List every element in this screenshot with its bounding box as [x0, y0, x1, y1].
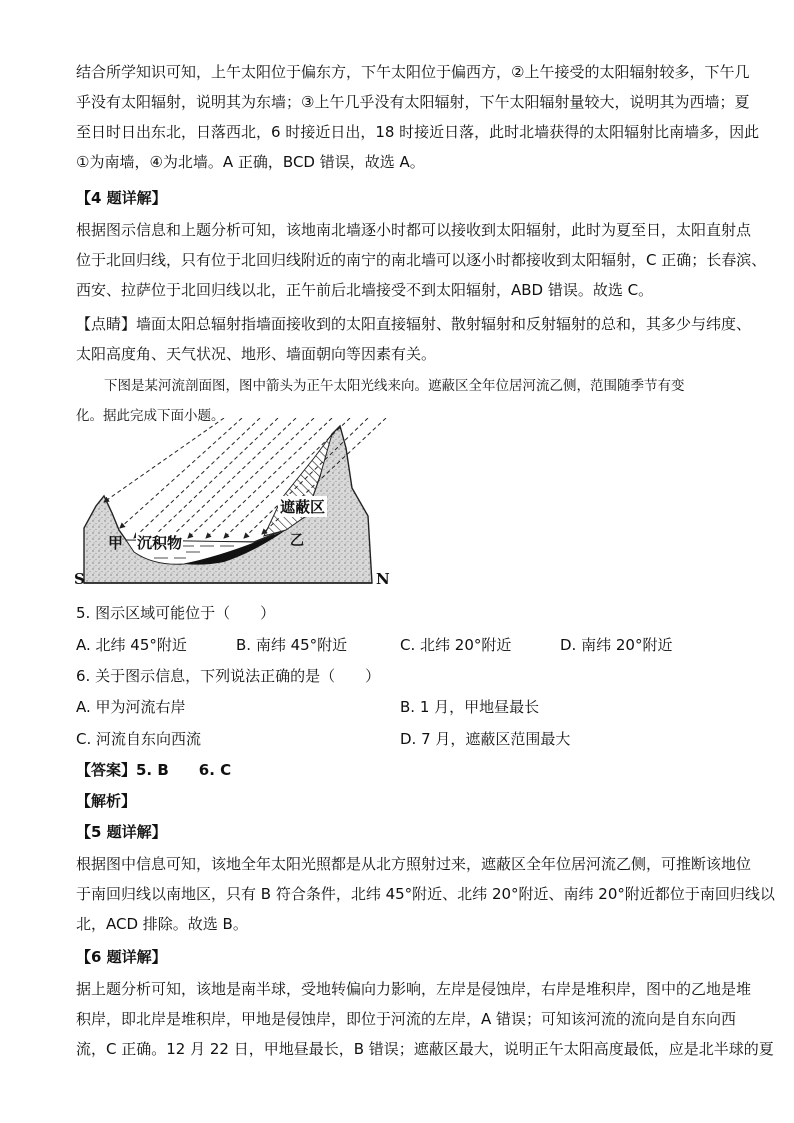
- text-line: 流，C 正确。12 月 22 日，甲地昼最长，B 错误；遮蔽区最大，说明正午太阳高度最低，应是北半球的夏: [76, 1040, 774, 1058]
- text-line: 结合所学知识可知，上午太阳位于偏东方，下午太阳位于偏西方，②上午接受的太阳辐射较多，下午几: [76, 63, 750, 81]
- text-line: ①为南墙，④为北墙。A 正确，BCD 错误，故选 A。: [76, 153, 425, 171]
- text-line: 根据图示信息和上题分析可知，该地南北墙逐小时都可以接收到太阳辐射，此时为夏至日，太阳直射点: [76, 221, 752, 239]
- text-line: 北，ACD 排除。故选 B。: [76, 915, 248, 933]
- text-line: 位于北回归线，只有位于北回归线附近的南宁的南北墙可以逐小时都接收到太阳辐射，C 正确；长春滨、: [76, 251, 767, 269]
- label-shade-zone: 遮蔽区: [280, 498, 326, 516]
- q5-option-b: B. 南纬 45°附近: [236, 636, 348, 654]
- text-line: 下图是某河流剖面图，图中箭头为正午太阳光线来向。遮蔽区全年位居河流乙侧，范围随季节有变: [104, 378, 685, 394]
- text-line: 根据图中信息可知，该地全年太阳光照都是从北方照射过来，遮蔽区全年位居河流乙侧，可推断该地位: [76, 855, 752, 873]
- q5-option-d: D. 南纬 20°附近: [560, 636, 673, 654]
- label-north: N: [376, 570, 390, 588]
- note-paragraph: [76, 309, 752, 369]
- text-line: 【点睛】墙面太阳总辐射指墙面接收到的太阳直接辐射、散射辐射和反射辐射的总和，其多少与纬度、: [76, 315, 752, 333]
- text-line: 太阳高度角、天气状况、地形、墙面朝向等因素有关。: [76, 345, 437, 363]
- text-line: 据上题分析可知，该地是南半球，受地转偏向力影响，左岸是侵蚀岸，右岸是堆积岸，图中的乙地是堆: [76, 980, 752, 998]
- q4-heading: 【4 题详解】: [76, 189, 167, 207]
- q6-option-c: C. 河流自东向西流: [76, 730, 202, 748]
- q5-option-c: C. 北纬 20°附近: [400, 636, 512, 654]
- analysis-heading: 【解析】: [76, 792, 137, 810]
- river-cross-section-figure: [74, 418, 394, 588]
- paragraph-q5-explanation: [76, 849, 775, 939]
- paragraph-q6-explanation: [76, 974, 774, 1064]
- q6-option-a: A. 甲为河流右岸: [76, 698, 186, 716]
- q6-option-d: D. 7 月，遮蔽区范围最大: [400, 730, 571, 748]
- label-sediment: 沉积物: [137, 534, 183, 552]
- text-line: 乎没有太阳辐射，说明其为东墙；③上午几乎没有太阳辐射，下午太阳辐射量较大，说明其为西墙；夏: [76, 93, 750, 111]
- label-yi: 乙: [290, 533, 304, 549]
- text-line: 至日时日出东北，日落西北，6 时接近日出，18 时接近日落，此时北墙获得的太阳辐射比南墙多，因此: [76, 123, 760, 141]
- q6-option-b: B. 1 月，甲地昼最长: [400, 698, 540, 716]
- paragraph-q3-explanation: [76, 57, 760, 177]
- q5-option-a: A. 北纬 45°附近: [76, 636, 187, 654]
- cross-section-diagram: [74, 418, 394, 588]
- answer-line: 【答案】5. B 6. C: [76, 761, 232, 779]
- q5-heading: 【5 题详解】: [76, 823, 167, 841]
- q6-heading: 【6 题详解】: [76, 948, 167, 966]
- paragraph-q4-explanation: [76, 215, 767, 305]
- label-jia: 甲: [108, 534, 124, 552]
- text-line: 化。据此完成下面小题。: [76, 408, 225, 424]
- q6-stem: 6. 关于图示信息，下列说法正确的是（ ）: [76, 667, 381, 685]
- text-line: 于南回归线以南地区，只有 B 符合条件，北纬 45°附近、北纬 20°附近、南纬 20°附近都位于南回归线以: [76, 885, 775, 903]
- q5-stem: 5. 图示区域可能位于（ ）: [76, 604, 276, 622]
- text-line: 西安、拉萨位于北回归线以北，正午前后北墙接受不到太阳辐射，ABD 错误。故选 C。: [76, 281, 654, 299]
- text-line: 积岸，即北岸是堆积岸，甲地是侵蚀岸，即位于河流的左岸，A 错误；可知该河流的流向是自东向西: [76, 1010, 737, 1028]
- label-south: S: [74, 570, 85, 588]
